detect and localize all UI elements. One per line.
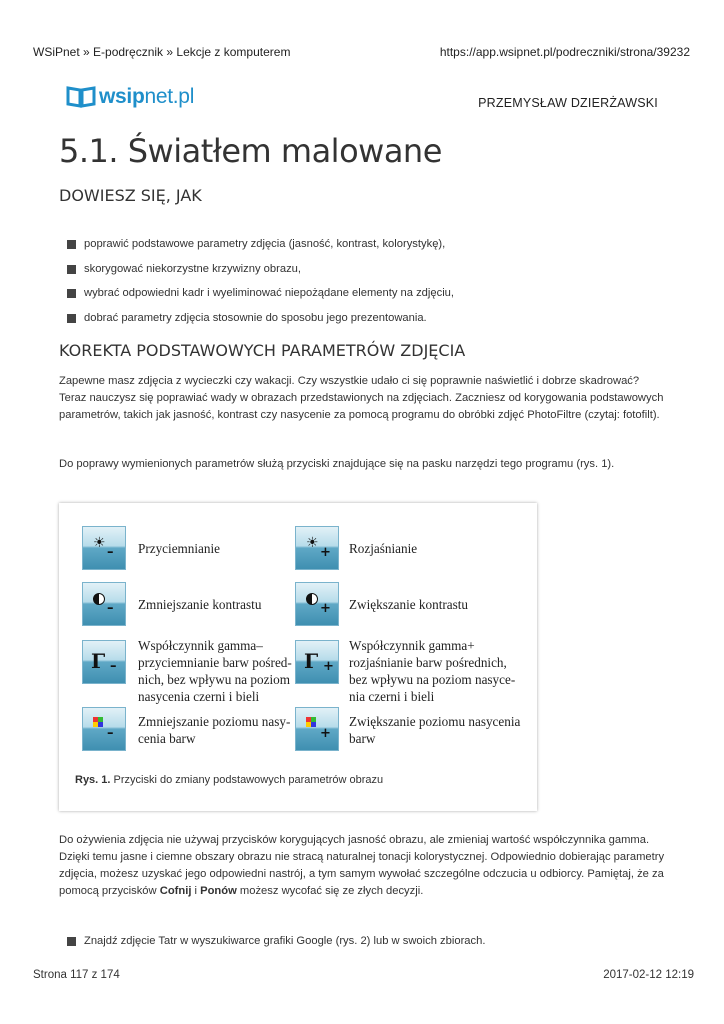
redo-term: Ponów — [200, 885, 237, 897]
section-heading-korekta: KOREKTA PODSTAWOWYCH PARAMETRÓW ZDJĘCIA — [59, 341, 466, 360]
logo-text: wsipnet.pl — [99, 85, 195, 108]
list-item: skorygować niekorzystne krzywizny obrazu, — [67, 262, 454, 287]
contrast-plus-icon: + — [295, 582, 339, 626]
saturation-minus-icon: – — [82, 707, 126, 751]
button-label-gamma-plus: Współczynnik gamma+ rozjaśnianie barw pośrednich, bez wpływu na poziom nasyce- nia czerni i bieli — [349, 638, 516, 704]
author-name: PRZEMYSŁAW DZIERŻAWSKI — [478, 96, 658, 110]
button-label-saturation-plus: Zwiększanie poziomu nasycenia barw — [349, 714, 521, 746]
page-url: https://app.wsipnet.pl/podreczniki/strona/39232 — [439, 45, 690, 59]
undo-term: Cofnij — [159, 885, 192, 897]
figure-buttons — [59, 503, 537, 811]
button-label: Zwiększanie kontrastu — [349, 597, 469, 612]
paragraph-intro: Zapewne masz zdjęcia z wycieczki czy wakacji. Czy wszystkie udało ci się poprawnie naświetlić i dobrze skadrować? Teraz nauczysz się poprawiać wady w obrazach przedstawionych na zdjęciach. Zaczniesz od korygowania podstawowych parametrów, takich jak jasność, kontrast czy nasycenie za pomocą programu do obróbki zdjęć PhotoFiltre (czytaj: fotofilt). — [59, 375, 664, 421]
page-number: Strona 117 z 174 — [33, 969, 120, 981]
wsipnet-logo[interactable] — [66, 84, 194, 110]
contrast-minus-icon: – — [82, 582, 126, 626]
button-label: Rozjaśnianie — [349, 541, 418, 556]
sun-plus-icon: ☀ + — [295, 526, 339, 570]
list-item: wybrać odpowiedni kadr i wyeliminować niepożądane elementy na zdjęciu, — [67, 286, 454, 311]
gamma-minus-icon: Γ – — [82, 640, 126, 684]
paragraph-gamma: Do ożywienia zdjęcia nie używaj przycisków korygujących jasność obrazu, ale zmieniaj wartość współczynnika gamma. Dzięki temu jasne i ciemne obszary obrazu nie stracą naturalnej tonacji kolorystycznej. Odpowiednio dobierając parametry zdjęcia, możesz uzyskać jego odpowiedni nastrój, a tym samym wywołać szczególne odczucia u odbiorcy. Pamiętaj, że za pomocą przycisków Cofnij i Ponów możesz wycofać się ze złych decyzji. — [59, 834, 665, 897]
section-heading-dowiesz: DOWIESZ SIĘ, JAK — [59, 186, 202, 205]
task-list — [67, 934, 485, 959]
saturation-plus-icon: + — [295, 707, 339, 751]
learning-goals-list — [67, 237, 454, 335]
breadcrumb: WSiPnet » E-podręcznik » Lekcje z komputerem — [33, 45, 291, 59]
list-item: poprawić podstawowe parametry zdjęcia (jasność, kontrast, kolorystykę), — [67, 237, 454, 262]
list-item: dobrać parametry zdjęcia stosownie do sposobu jego prezentowania. — [67, 311, 454, 336]
sun-minus-icon: ☀ – — [82, 526, 126, 570]
button-label: Przyciemnianie — [138, 541, 221, 556]
list-item: Znajdź zdjęcie Tatr w wyszukiwarce grafiki Google (rys. 2) lub w swoich zbiorach. — [67, 934, 485, 959]
button-label-gamma-minus: Współczynnik gamma– przyciemnianie barw pośred- nich, bez wpływu na poziom nasycenia czerni i bieli — [138, 638, 292, 704]
page-title: 5.1. Światłem malowane — [59, 132, 442, 170]
button-label-saturation-minus: Zmniejszanie poziomu nasy- cenia barw — [138, 714, 291, 746]
paragraph-toolbar: Do poprawy wymienionych parametrów służą przyciski znajdujące się na pasku narzędzi tego programu (rys. 1). — [59, 458, 615, 470]
figure-caption: Rys. 1. Przyciski do zmiany podstawowych parametrów obrazu — [75, 774, 384, 786]
book-icon — [66, 85, 96, 109]
gamma-plus-icon: Γ + — [295, 640, 339, 684]
button-label: Zmniejszanie kontrastu — [138, 597, 262, 612]
print-datetime: 2017-02-12 12:19 — [603, 969, 694, 981]
